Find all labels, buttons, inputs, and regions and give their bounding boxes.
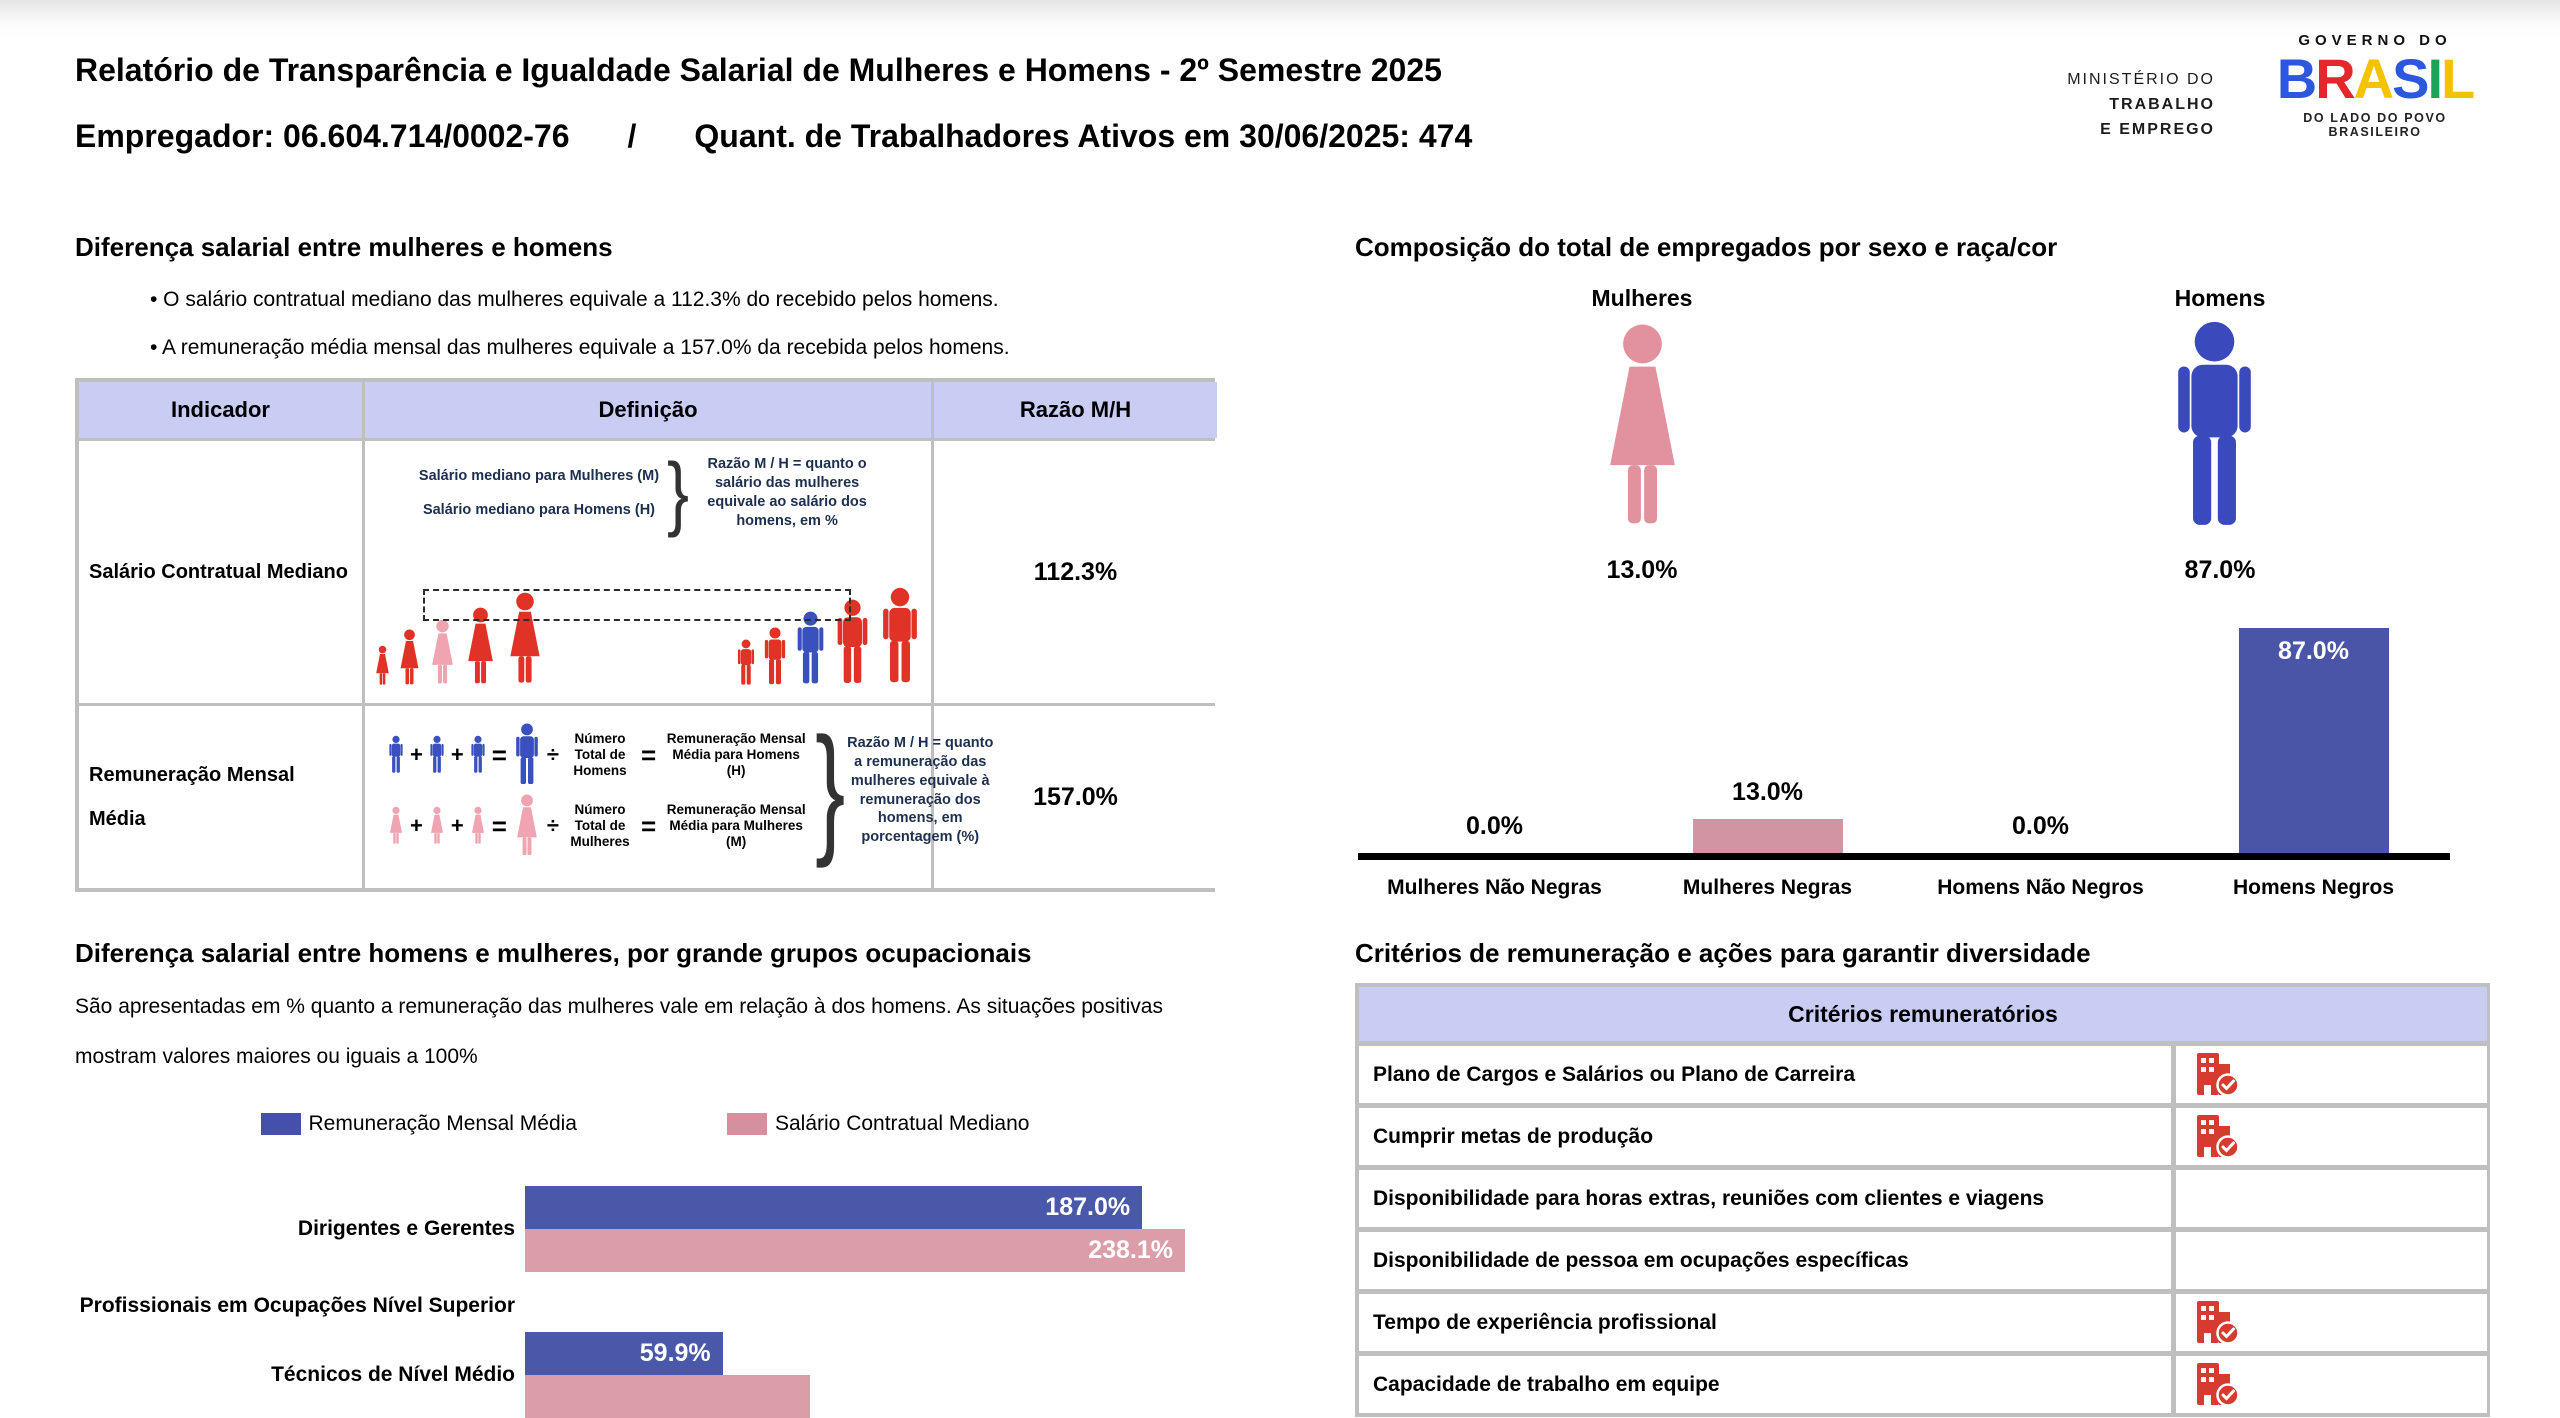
bullet-median-salary: • O salário contratual mediano das mulheres equivale a 112.3% do recebido pelos homens. bbox=[150, 288, 999, 311]
woman-icon-large bbox=[512, 794, 542, 858]
woman-icon bbox=[387, 806, 405, 846]
group-tecnicos: Técnicos de Nível Médio 59.9% bbox=[75, 1332, 1215, 1418]
woman-icon bbox=[469, 806, 487, 846]
row-mean-ratio: 157.0% bbox=[934, 706, 1217, 888]
col-indicador: Indicador bbox=[79, 382, 362, 438]
bar-mediano: 238.1% bbox=[525, 1229, 1185, 1272]
category-label: Homens Não Negros bbox=[1937, 876, 2144, 899]
man-icon bbox=[761, 627, 789, 687]
bar-homens-negros bbox=[2239, 628, 2389, 853]
man-icon bbox=[469, 735, 487, 775]
man-icon bbox=[387, 735, 405, 775]
men-divisor: Número Total de Homens bbox=[573, 730, 627, 779]
men-result: Remuneração Mensal Média para Homens (H) bbox=[666, 730, 806, 779]
col-definicao: Definição bbox=[365, 382, 931, 438]
chart-legend bbox=[75, 1112, 1215, 1136]
separator: / bbox=[627, 118, 637, 154]
bar-mulheres-negras bbox=[1693, 819, 1843, 853]
category-label: Mulheres Não Negras bbox=[1387, 876, 1602, 899]
page-title: Relatório de Transparência e Igualdade Salarial de Mulheres e Homens - 2º Semestre 2025 bbox=[75, 52, 1442, 88]
bar-mediano bbox=[525, 1375, 810, 1418]
indicator-table bbox=[75, 378, 1215, 892]
legend-swatch-blue bbox=[261, 1113, 301, 1135]
def-women-line: Salário mediano para Mulheres (M) bbox=[418, 467, 660, 484]
woman-icon-large bbox=[1594, 322, 1691, 534]
occupational-subtitle-2: mostram valores maiores ou iguais a 100% bbox=[75, 1045, 478, 1068]
man-icon bbox=[877, 587, 923, 687]
bar-value-label: 0.0% bbox=[1466, 812, 1523, 840]
employer-id: Empregador: 06.604.714/0002-76 bbox=[75, 118, 570, 154]
row-mean-indicator: Remuneração Mensal Média bbox=[79, 706, 362, 888]
chart-column bbox=[1358, 618, 1631, 899]
criteria-row-label: Tempo de experiência profissional bbox=[1359, 1294, 2171, 1351]
man-icon bbox=[428, 735, 446, 775]
bar-media: 187.0% bbox=[525, 1186, 1142, 1229]
men-percent: 87.0% bbox=[2184, 556, 2256, 584]
building-check-icon bbox=[2194, 1361, 2234, 1409]
brace-glyph: } bbox=[815, 709, 846, 870]
building-check-icon bbox=[2194, 1113, 2234, 1161]
chart-column bbox=[1631, 618, 1904, 899]
man-icon-large bbox=[2165, 320, 2264, 535]
brasil-logotype: BRASIL bbox=[2276, 47, 2474, 110]
composition-bar-chart bbox=[1358, 618, 2450, 899]
bullet-mean-salary: • A remuneração média mensal das mulheres equivale a 157.0% da recebida pelos homens. bbox=[150, 336, 1010, 359]
median-dashed-box bbox=[423, 589, 851, 621]
chart-column bbox=[2177, 618, 2450, 899]
criteria-row-status bbox=[2176, 1108, 2487, 1165]
brace-glyph: } bbox=[667, 445, 690, 539]
criteria-row-status bbox=[2176, 1356, 2487, 1413]
criteria-row-label: Capacidade de trabalho em equipe bbox=[1359, 1356, 2171, 1413]
def-men-line: Salário mediano para Homens (H) bbox=[422, 501, 655, 518]
legend-media: Remuneração Mensal Média bbox=[261, 1112, 577, 1136]
population-pictogram bbox=[373, 577, 923, 687]
man-icon bbox=[735, 639, 757, 687]
man-icon-large bbox=[512, 723, 542, 787]
criteria-row-label: Disponibilidade para horas extras, reuniões com clientes e viagens bbox=[1359, 1170, 2171, 1227]
row-mean-definition bbox=[365, 706, 994, 888]
criteria-row-label: Cumprir metas de produção bbox=[1359, 1108, 2171, 1165]
criteria-title: Critérios de remuneração e ações para garantir diversidade bbox=[1355, 938, 2091, 968]
def2-ratio-note: Razão M / H = quanto a remuneração das mulheres equivale à remuneração dos homens, em porcentagem (%) bbox=[847, 734, 994, 846]
woman-icon bbox=[428, 806, 446, 846]
man-icon-blue bbox=[793, 611, 828, 687]
criteria-table bbox=[1355, 983, 2490, 1417]
ministry-logo: MINISTÉRIO DO TRABALHO E EMPREGO bbox=[2067, 71, 2215, 138]
row-median-indicator: Salário Contratual Mediano bbox=[79, 441, 362, 703]
bar-value-label: 0.0% bbox=[2012, 812, 2069, 840]
composition-title: Composição do total de empregados por sexo e raça/cor bbox=[1355, 232, 2058, 262]
category-label: Mulheres Negras bbox=[1682, 876, 1853, 899]
criteria-row-status bbox=[2176, 1170, 2487, 1227]
criteria-row-label: Plano de Cargos e Salários ou Plano de Carreira bbox=[1359, 1046, 2171, 1103]
men-label: Homens bbox=[2174, 285, 2266, 311]
row-median-ratio: 112.3% bbox=[934, 441, 1217, 703]
legend-mediano: Salário Contratual Mediano bbox=[727, 1112, 1029, 1136]
men-mean-formula: + + = ÷ Número Total de Homens = Remuneração Mensal Média para Homens (H) bbox=[387, 723, 811, 787]
chart-baseline bbox=[1358, 853, 2450, 860]
col-razao: Razão M/H bbox=[934, 382, 1217, 438]
bar-value-label: 87.0% bbox=[2278, 637, 2349, 665]
category-label: Homens Negros bbox=[2232, 876, 2395, 899]
women-percent: 13.0% bbox=[1606, 556, 1678, 584]
woman-icon bbox=[396, 629, 423, 687]
occupational-title: Diferença salarial entre homens e mulheres, por grande grupos ocupacionais bbox=[75, 938, 1032, 968]
criteria-row-label: Disponibilidade de pessoa em ocupações específicas bbox=[1359, 1232, 2171, 1289]
group-dirigentes: Dirigentes e Gerentes 187.0% 238.1% bbox=[75, 1186, 1215, 1272]
row-median-definition bbox=[365, 441, 931, 703]
criteria-table-header: Critérios remuneratórios bbox=[1359, 987, 2487, 1041]
woman-icon-pink bbox=[427, 619, 458, 687]
women-result: Remuneração Mensal Média para Mulheres (M) bbox=[666, 801, 806, 850]
criteria-row-status bbox=[2176, 1294, 2487, 1351]
criteria-row-status bbox=[2176, 1232, 2487, 1289]
page-top-fade bbox=[0, 0, 2560, 42]
occupational-bar-chart bbox=[75, 1186, 1215, 1418]
header-subtitle bbox=[75, 118, 1472, 155]
active-workers: Quant. de Trabalhadores Ativos em 30/06/2025: 474 bbox=[694, 118, 1473, 154]
woman-icon bbox=[373, 645, 392, 687]
women-mean-formula: + + = ÷ Número Total de Mulheres = Remuneração Mensal Média para Mulheres (M) bbox=[387, 794, 811, 858]
women-divisor: Número Total de Mulheres bbox=[570, 801, 630, 850]
group-profissionais: Profissionais em Ocupações Nível Superior bbox=[79, 1294, 515, 1317]
building-check-icon bbox=[2194, 1299, 2234, 1347]
chart-column bbox=[1904, 618, 2177, 899]
building-check-icon bbox=[2194, 1051, 2234, 1099]
bar-value-label: 13.0% bbox=[1732, 778, 1803, 807]
women-label: Mulheres bbox=[1591, 285, 1693, 311]
governo-do-brasil-logo: GOVERNO DO BRASIL DO LADO DO POVO BRASILEIRO bbox=[2255, 32, 2495, 139]
occupational-subtitle-1: São apresentadas em % quanto a remuneração das mulheres vale em relação à dos homens. As situações positivas bbox=[75, 995, 1163, 1018]
def-ratio-note: Razão M / H = quanto o salário das mulheres equivale ao salário dos homens, em % bbox=[707, 456, 867, 529]
legend-swatch-pink bbox=[727, 1113, 767, 1135]
bar-media: 59.9% bbox=[525, 1332, 723, 1375]
salary-diff-title: Diferença salarial entre mulheres e homens bbox=[75, 232, 613, 262]
criteria-row-status bbox=[2176, 1046, 2487, 1103]
